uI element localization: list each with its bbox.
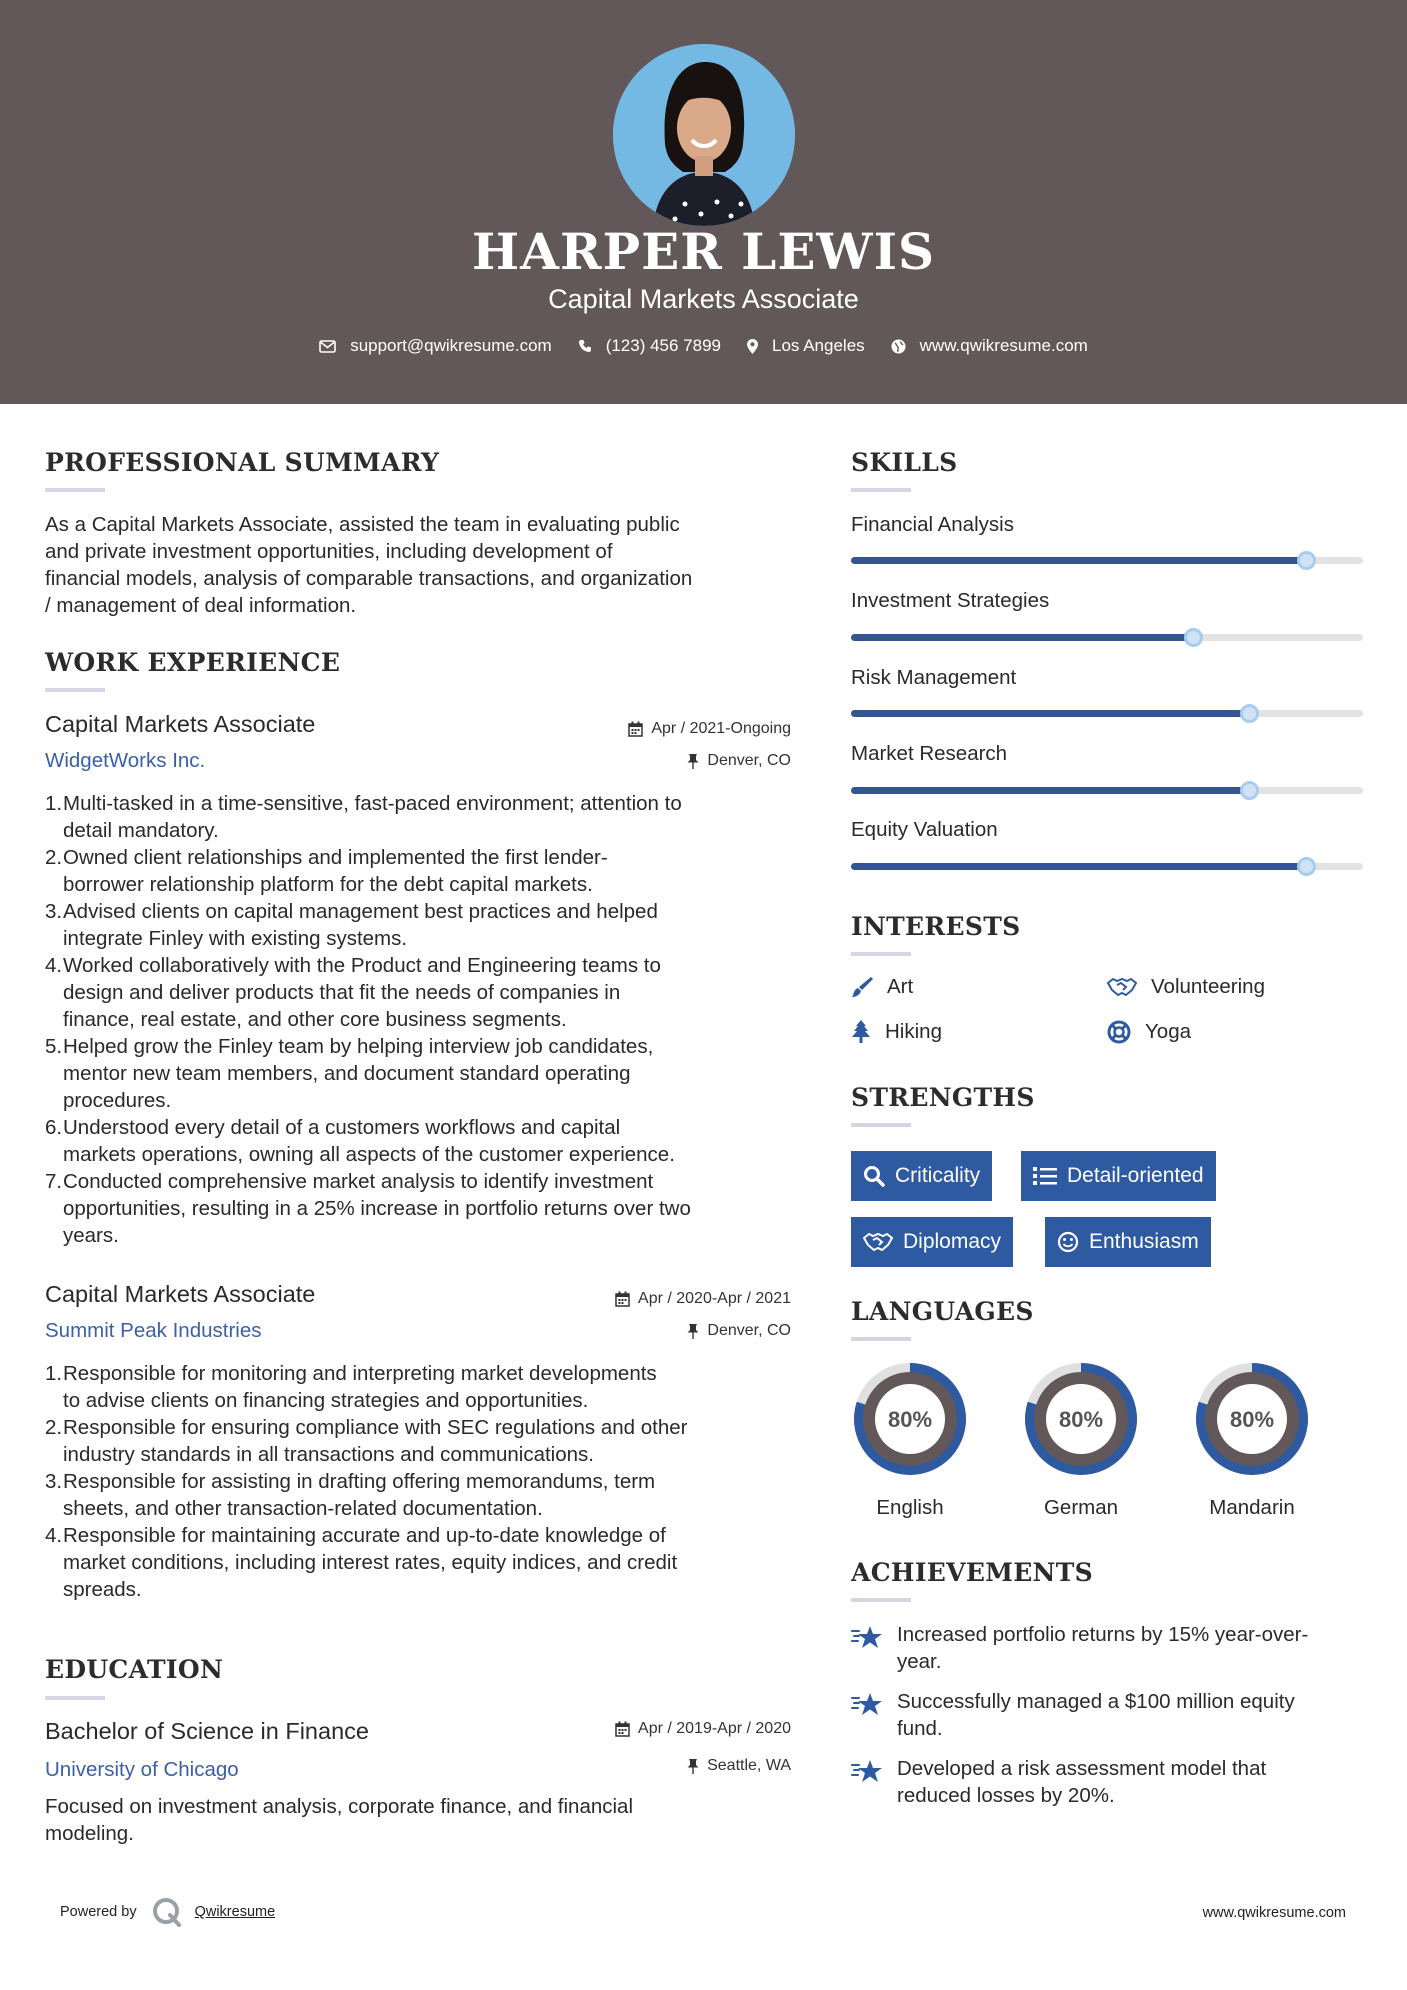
interests-divider: [851, 952, 911, 956]
list-number: 3.: [45, 900, 63, 923]
summary-text: [45, 511, 805, 619]
powered-by-text: Powered by: [60, 1904, 137, 1920]
list-line: years.: [63, 1224, 119, 1247]
degree-title: Bachelor of Science in Finance: [45, 1718, 369, 1744]
work-heading: WORK EXPERIENCE: [45, 648, 341, 677]
achievement-line: Developed a risk assessment model that: [897, 1757, 1267, 1780]
summary-line: and private investment opportunities, including development of: [45, 540, 613, 563]
achievement-text: [897, 1688, 1295, 1742]
pushpin-icon: [687, 1323, 699, 1339]
strength-tag: [851, 1217, 1013, 1267]
handshake-icon: [863, 1232, 893, 1252]
languages-heading: LANGUAGES: [851, 1297, 1034, 1326]
list-line: Conducted comprehensive market analysis to identify investment: [63, 1170, 654, 1193]
skill-bar: [851, 557, 1363, 564]
language-name: English: [876, 1496, 944, 1519]
list-item: [45, 1360, 805, 1414]
contact-location: [747, 336, 865, 356]
job-location: [491, 752, 791, 770]
interests-heading: INTERESTS: [851, 912, 1021, 941]
job-responsibilities: [45, 790, 805, 1249]
list-item: [45, 1468, 805, 1522]
skill-bar-fill: [851, 710, 1250, 717]
candidate-name: HARPER LEWIS: [471, 222, 936, 281]
resume-header: [0, 0, 1407, 404]
strength-label: Criticality: [895, 1164, 981, 1187]
list-line: market conditions, including interest rates, equity indices, and credit: [63, 1551, 678, 1574]
list-line: detail mandatory.: [63, 819, 219, 842]
job-date-text: Apr / 2020-Apr / 2021: [638, 1290, 791, 1307]
interest-label: Yoga: [1145, 1020, 1191, 1043]
education-date-text: Apr / 2019-Apr / 2020: [638, 1720, 791, 1737]
list-line: to advise clients on financing strategies and opportunities.: [63, 1389, 589, 1412]
education-line: Focused on investment analysis, corporate finance, and financial: [45, 1795, 634, 1818]
job-location: [491, 1322, 791, 1340]
qwikresume-link[interactable]: Qwikresume: [194, 1904, 276, 1920]
education-description: [45, 1793, 805, 1847]
skill-bar-knob: [1240, 781, 1259, 800]
phone-icon: [578, 339, 592, 353]
list-line: industry standards in all transactions and communications.: [63, 1443, 594, 1466]
skill-bar-fill: [851, 557, 1307, 564]
interest-label: Hiking: [885, 1020, 942, 1043]
achievements-heading: ACHIEVEMENTS: [851, 1558, 1093, 1587]
list-item: [45, 1522, 805, 1603]
strength-label: Diplomacy: [903, 1230, 1002, 1253]
star-icon: [851, 1625, 883, 1651]
language-percent: 80%: [1229, 1407, 1275, 1432]
company-name[interactable]: WidgetWorks Inc.: [45, 749, 206, 772]
education-date: [491, 1720, 791, 1738]
list-line: design and deliver products that fit the needs of companies in: [63, 981, 621, 1004]
education-location: [491, 1757, 791, 1775]
list-line: sheets, and other transaction-related documentation.: [63, 1497, 543, 1520]
list-line: spreads.: [63, 1578, 142, 1601]
contact-phone[interactable]: [578, 336, 721, 356]
achievements-divider: [851, 1598, 911, 1602]
qwikresume-logo-icon: [151, 1896, 183, 1928]
achievement-line: Increased portfolio returns by 15% year-over-: [897, 1623, 1309, 1646]
achievement-line: fund.: [897, 1717, 943, 1740]
contact-email[interactable]: [319, 336, 552, 356]
list-item: [45, 790, 805, 844]
interest-item: [1107, 1020, 1191, 1044]
calendar-icon: [615, 1721, 630, 1737]
list-line: Multi-tasked in a time-sensitive, fast-paced environment; attention to: [63, 792, 682, 815]
list-line: integrate Finley with existing systems.: [63, 927, 408, 950]
profile-photo: [613, 44, 795, 226]
list-item: [45, 1033, 805, 1114]
footer-website[interactable]: www.qwikresume.com: [1202, 1905, 1346, 1921]
list-number: 1.: [45, 1362, 63, 1385]
interest-item: [851, 975, 913, 999]
list-item: [45, 1114, 805, 1168]
star-icon: [851, 1692, 883, 1718]
calendar-icon: [615, 1291, 630, 1307]
skill-name: Equity Valuation: [851, 818, 998, 841]
pushpin-icon: [687, 753, 699, 769]
list-line: mentor new team members, and document standard operating: [63, 1062, 631, 1085]
language-name: German: [1043, 1496, 1119, 1519]
list-line: Worked collaboratively with the Product and Engineering teams to: [63, 954, 661, 977]
list-number: 2.: [45, 846, 63, 869]
list-line: procedures.: [63, 1089, 172, 1112]
achievement-text: [897, 1755, 1266, 1809]
skill-bar-knob: [1297, 857, 1316, 876]
list-number: 2.: [45, 1416, 63, 1439]
phone-text: (123) 456 7899: [605, 336, 722, 355]
skill-bar: [851, 710, 1363, 717]
strength-tag: [851, 1151, 992, 1201]
calendar-icon: [628, 721, 643, 737]
envelope-icon: [319, 340, 336, 353]
skill-bar: [851, 787, 1363, 794]
list-item: [45, 844, 805, 898]
job-date: [491, 720, 791, 738]
summary-line: / management of deal information.: [45, 594, 357, 617]
star-icon: [851, 1759, 883, 1785]
skill-bar-knob: [1297, 551, 1316, 570]
website-text: www.qwikresume.com: [919, 336, 1088, 355]
skill-name: Investment Strategies: [851, 589, 1050, 612]
achievement-line: Successfully managed a $100 million equity: [897, 1690, 1295, 1713]
language-name: Mandarin: [1209, 1496, 1295, 1519]
globe-icon: [891, 339, 906, 354]
list-line: Advised clients on capital management best practices and helped: [63, 900, 658, 923]
strengths-divider: [851, 1123, 911, 1127]
school-name[interactable]: University of Chicago: [45, 1758, 239, 1781]
summary-heading: PROFESSIONAL SUMMARY: [45, 448, 440, 477]
language-percent: 80%: [887, 1407, 933, 1432]
list-line: borrower relationship platform for the debt capital markets.: [63, 873, 593, 896]
skill-bar-knob: [1184, 628, 1203, 647]
job-location-text: Denver, CO: [707, 1322, 791, 1339]
tree-icon: [851, 1020, 871, 1044]
footer-powered-by: [60, 1896, 275, 1928]
list-item: [45, 1414, 805, 1468]
list-line: Helped grow the Finley team by helping interview job candidates,: [63, 1035, 654, 1058]
skills-divider: [851, 488, 911, 492]
list-line: finance, real estate, and other core business segments.: [63, 1008, 567, 1031]
education-line: modeling.: [45, 1822, 134, 1845]
list-number: 4.: [45, 954, 63, 977]
list-line: Responsible for maintaining accurate and up-to-date knowledge of: [63, 1524, 666, 1547]
list-line: Responsible for monitoring and interpreting market developments: [63, 1362, 657, 1385]
list-number: 4.: [45, 1524, 63, 1547]
list-number: 5.: [45, 1035, 63, 1058]
language-ring: [1190, 1357, 1314, 1481]
achievement-item: [851, 1755, 1371, 1809]
list-line: opportunities, resulting in a 25% increase in portfolio returns over two: [63, 1197, 691, 1220]
education-heading: EDUCATION: [45, 1655, 224, 1684]
list-item: [45, 952, 805, 1033]
map-marker-icon: [747, 339, 758, 354]
skill-name: Market Research: [851, 742, 1008, 765]
languages-divider: [851, 1337, 911, 1341]
smile-icon: [1057, 1231, 1079, 1253]
interest-item: [1107, 975, 1265, 999]
strength-tag: [1021, 1151, 1216, 1201]
achievement-line: year.: [897, 1650, 942, 1673]
skill-name: Risk Management: [851, 666, 1017, 689]
contact-bar: [0, 336, 1407, 356]
education-location-text: Seattle, WA: [707, 1757, 791, 1774]
list-number: 1.: [45, 792, 63, 815]
achievement-item: [851, 1621, 1371, 1675]
list-item: [45, 898, 805, 952]
summary-divider: [45, 488, 105, 492]
skill-bar: [851, 634, 1363, 641]
language-ring: [848, 1357, 972, 1481]
education-divider: [45, 1696, 105, 1700]
work-divider: [45, 688, 105, 692]
job-date: [491, 1290, 791, 1308]
language-ring: [1019, 1357, 1143, 1481]
achievement-text: [897, 1621, 1308, 1675]
skill-name: Financial Analysis: [851, 513, 1014, 536]
list-number: 6.: [45, 1116, 63, 1139]
skill-bar-knob: [1240, 704, 1259, 723]
location-text: Los Angeles: [772, 336, 865, 355]
summary-line: financial models, analysis of comparable transactions, and organization: [45, 567, 693, 590]
email-text: support@qwikresume.com: [350, 336, 552, 355]
contact-website[interactable]: [891, 336, 1088, 356]
interest-item: [851, 1020, 942, 1044]
list-icon: [1033, 1166, 1057, 1186]
job-title: Capital Markets Associate: [45, 711, 316, 737]
search-icon: [863, 1165, 885, 1187]
skills-heading: SKILLS: [851, 448, 958, 477]
skill-bar-fill: [851, 787, 1250, 794]
list-item: [45, 1168, 805, 1249]
strength-label: Enthusiasm: [1089, 1230, 1199, 1253]
job-responsibilities: [45, 1360, 805, 1603]
achievement-line: reduced losses by 20%.: [897, 1784, 1115, 1807]
strength-tag: [1045, 1217, 1211, 1267]
job-title: Capital Markets Associate: [45, 1281, 316, 1307]
job-date-text: Apr / 2021-Ongoing: [651, 720, 791, 737]
list-number: 7.: [45, 1170, 63, 1193]
list-line: markets operations, owning all aspects of the customer experience.: [63, 1143, 675, 1166]
list-line: Responsible for assisting in drafting offering memorandums, term: [63, 1470, 656, 1493]
strengths-heading: STRENGTHS: [851, 1083, 1035, 1112]
candidate-role: Capital Markets Associate: [548, 284, 859, 314]
skill-bar: [851, 863, 1363, 870]
interest-label: Volunteering: [1151, 975, 1265, 998]
language-percent: 80%: [1058, 1407, 1104, 1432]
company-name[interactable]: Summit Peak Industries: [45, 1319, 262, 1342]
interest-label: Art: [887, 975, 914, 998]
list-number: 3.: [45, 1470, 63, 1493]
paintbrush-icon: [851, 976, 873, 998]
job-location-text: Denver, CO: [707, 752, 791, 769]
strength-label: Detail-oriented: [1067, 1164, 1204, 1187]
summary-line: As a Capital Markets Associate, assisted the team in evaluating public: [45, 513, 680, 536]
achievement-item: [851, 1688, 1371, 1742]
list-line: Owned client relationships and implemented the first lender-: [63, 846, 608, 869]
handshake-icon: [1107, 977, 1137, 997]
skill-bar-fill: [851, 634, 1194, 641]
pushpin-icon: [687, 1758, 699, 1774]
skill-bar-fill: [851, 863, 1307, 870]
life-ring-icon: [1107, 1020, 1131, 1044]
list-line: Understood every detail of a customers workflows and capital: [63, 1116, 621, 1139]
list-line: Responsible for ensuring compliance with SEC regulations and other: [63, 1416, 688, 1439]
